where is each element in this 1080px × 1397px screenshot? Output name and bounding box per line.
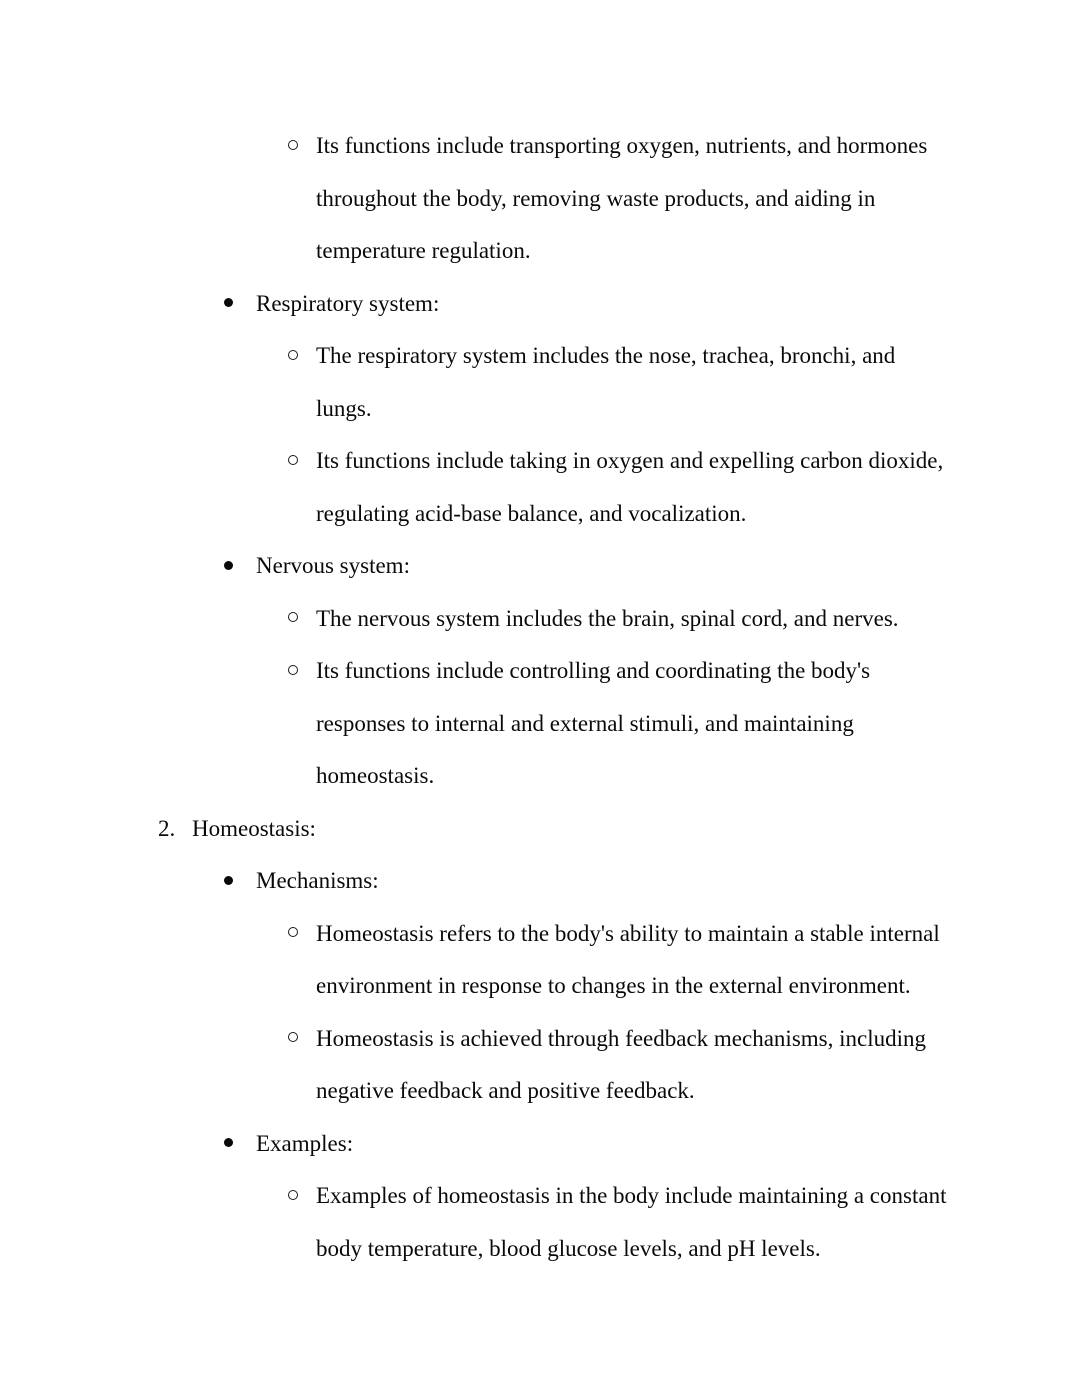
outline-item-text: Its functions include transporting oxygen, nutrients, and hormones throughout the body, removing waste products, and aiding in temperature regulation. bbox=[316, 133, 928, 263]
outline-item-level-3 bbox=[0, 330, 1080, 435]
hollow-circle-bullet-icon bbox=[288, 330, 316, 383]
filled-disc-bullet-icon bbox=[224, 1118, 256, 1171]
outline-item-level-3 bbox=[0, 120, 1080, 278]
hollow-circle-bullet-icon bbox=[288, 908, 316, 961]
outline-item-level-3 bbox=[0, 908, 1080, 1013]
outline-item-level-2 bbox=[0, 278, 1080, 331]
hollow-circle-bullet-icon bbox=[288, 1170, 316, 1223]
hollow-circle-bullet-icon bbox=[288, 120, 316, 173]
outline-item-text: The nervous system includes the brain, spinal cord, and nerves. bbox=[316, 605, 899, 631]
filled-disc-bullet-icon-glyph bbox=[224, 298, 233, 307]
outline-item-level-3 bbox=[0, 645, 1080, 803]
outline-item-text: Mechanisms: bbox=[256, 868, 379, 893]
outline-item-level-3 bbox=[0, 593, 1080, 646]
outline-item-level-2 bbox=[0, 855, 1080, 908]
filled-disc-bullet-icon bbox=[224, 855, 256, 908]
outline-item-level-2 bbox=[0, 540, 1080, 593]
outline-item-level-2 bbox=[0, 1118, 1080, 1171]
outline-item-text: Its functions include taking in oxygen and expelling carbon dioxide, regulating acid-base balance, and vocalization. bbox=[316, 448, 944, 526]
outline-item-level-3 bbox=[0, 1170, 1080, 1275]
hollow-circle-bullet-icon-glyph bbox=[288, 1190, 298, 1200]
hollow-circle-bullet-icon bbox=[288, 435, 316, 488]
outline-item-level-3 bbox=[0, 1013, 1080, 1118]
outline-item-text: Examples: bbox=[256, 1130, 354, 1156]
hollow-circle-bullet-icon-glyph bbox=[288, 350, 298, 360]
hollow-circle-bullet-icon-glyph bbox=[288, 455, 298, 465]
outline-item-text: Respiratory system: bbox=[256, 290, 440, 316]
outline-item-text: Homeostasis is achieved through feedback mechanisms, including negative feedback and positive feedback. bbox=[316, 1025, 926, 1103]
hollow-circle-bullet-icon-glyph bbox=[288, 140, 298, 150]
hollow-circle-bullet-icon bbox=[288, 645, 316, 698]
list-number-marker: 2. bbox=[158, 815, 176, 841]
hollow-circle-bullet-icon-glyph bbox=[288, 927, 298, 937]
outline-item-text: Examples of homeostasis in the body include maintaining a constant body temperature, blood glucose levels, and pH levels. bbox=[316, 1183, 947, 1261]
filled-disc-bullet-icon-glyph bbox=[224, 1138, 233, 1147]
hollow-circle-bullet-icon bbox=[288, 1013, 316, 1066]
filled-disc-bullet-icon-glyph bbox=[224, 876, 233, 885]
hollow-circle-bullet-icon bbox=[288, 593, 316, 646]
filled-disc-bullet-icon bbox=[224, 540, 256, 593]
outline-item-text: Homeostasis refers to the body's ability to maintain a stable internal environment in response to changes in the external environment. bbox=[316, 920, 940, 998]
hollow-circle-bullet-icon-glyph bbox=[288, 612, 298, 622]
outline-item-text: Its functions include controlling and coordinating the body's responses to internal and external stimuli, and maintaining homeostasis. bbox=[316, 658, 871, 788]
outline-item-level-1 bbox=[0, 803, 1080, 856]
filled-disc-bullet-icon-glyph bbox=[224, 561, 233, 570]
filled-disc-bullet-icon bbox=[224, 278, 256, 331]
hollow-circle-bullet-icon-glyph bbox=[288, 665, 298, 675]
document-body bbox=[0, 120, 1080, 1275]
hollow-circle-bullet-icon-glyph bbox=[288, 1032, 298, 1042]
outline-item-text: Homeostasis: bbox=[192, 815, 316, 841]
outline-item-text: The respiratory system includes the nose, trachea, bronchi, and lungs. bbox=[316, 343, 896, 421]
outline-item-text: Nervous system: bbox=[256, 553, 410, 578]
outline-item-level-3 bbox=[0, 435, 1080, 540]
